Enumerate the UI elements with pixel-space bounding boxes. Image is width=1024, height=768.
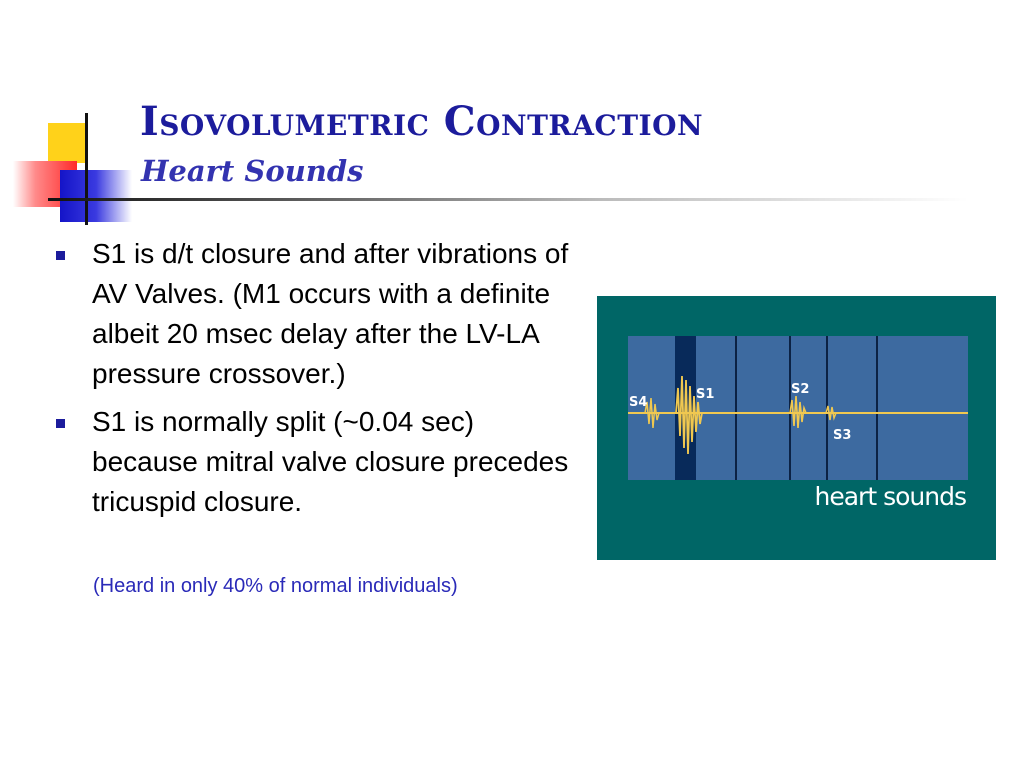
bullet-text: S1 is d/t closure and after vibrations of AV Valves. (M1 occurs with a definite albeit 20 msec delay after the LV-LA pressure crossover.): [92, 238, 569, 389]
slide-title: Isovolumetric Contraction: [140, 98, 704, 145]
phonocardiogram-waveform: [628, 336, 968, 480]
square-bullet-icon: [56, 251, 65, 260]
title-underline: [48, 198, 968, 201]
bullet-list: [52, 234, 572, 530]
ornament-vertical-line: [85, 113, 88, 225]
bullet-text: S1 is normally split (~0.04 sec) because mitral valve closure precedes tricuspid closure.: [92, 406, 569, 517]
square-bullet-icon: [56, 419, 65, 428]
label-s4: S4: [629, 395, 648, 410]
ornament-yellow-square: [48, 123, 88, 163]
heart-sounds-figure: [597, 296, 996, 560]
label-s3: S3: [833, 428, 852, 443]
bullet-item: [52, 402, 572, 522]
figure-caption: heart sounds: [814, 482, 966, 511]
label-s1: S1: [696, 387, 715, 402]
label-s2: S2: [791, 382, 810, 397]
phonocardiogram-strip: [628, 336, 968, 480]
footnote: (Heard in only 40% of normal individuals): [93, 575, 458, 597]
ornament-blue-bar: [60, 170, 132, 222]
slide-subtitle: Heart Sounds: [141, 154, 364, 188]
bullet-item: [52, 234, 572, 394]
